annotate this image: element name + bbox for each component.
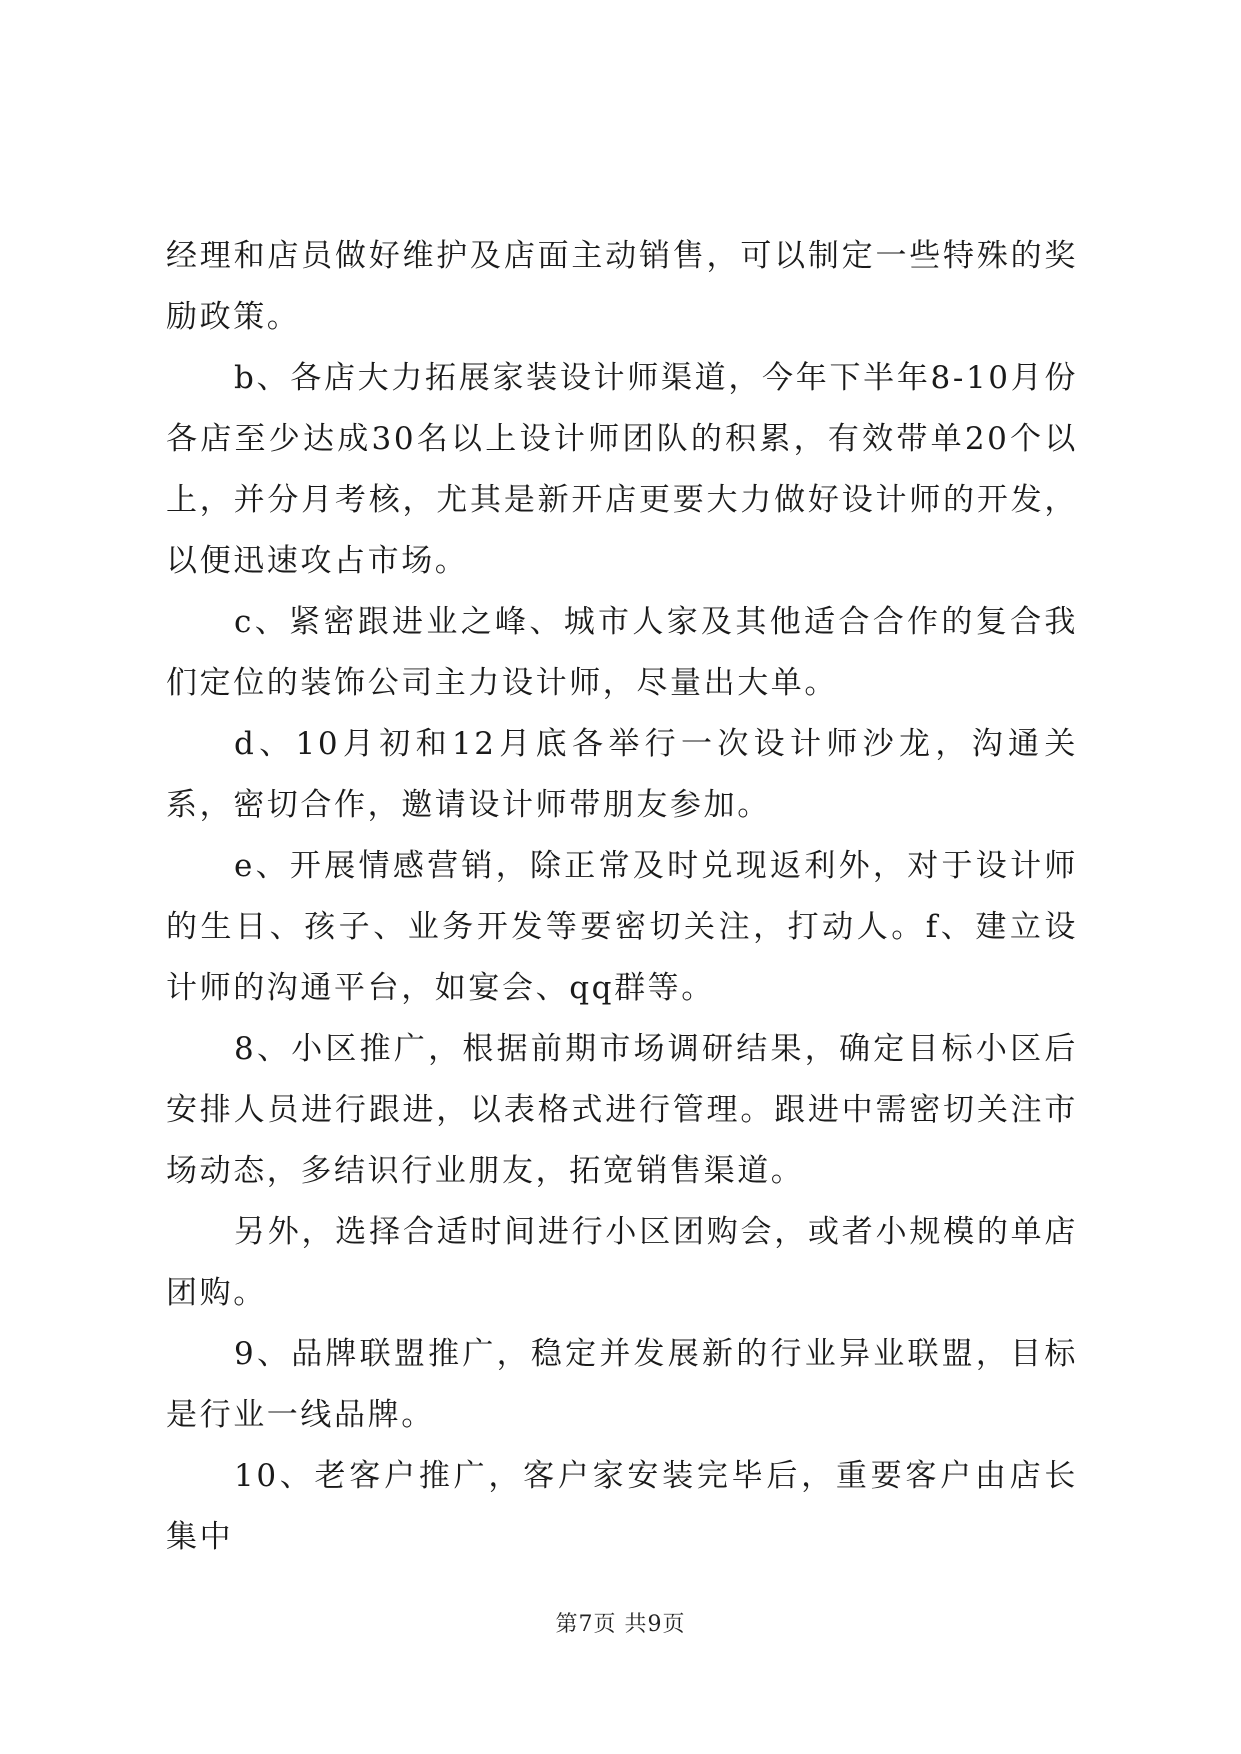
paragraph-3: c、紧密跟进业之峰、城市人家及其他适合合作的复合我们定位的装饰公司主力设计师，尽量出大单。 (166, 604, 1078, 701)
paragraph-5: e、开展情感营销，除正常及时兑现返利外，对于设计师的生日、孩子、业务开发等要密切关注，打动人。f、建立设计师的沟通平台，如宴会、qq群等。 (166, 848, 1078, 1006)
paragraph-4: d、10月初和12月底各举行一次设计师沙龙，沟通关系，密切合作，邀请设计师带朋友参加。 (166, 726, 1078, 823)
paragraph-8: 9、品牌联盟推广，稳定并发展新的行业异业联盟，目标是行业一线品牌。 (166, 1336, 1078, 1433)
paragraph-6: 8、小区推广，根据前期市场调研结果，确定目标小区后安排人员进行跟进，以表格式进行管理。跟进中需密切关注市场动态，多结识行业朋友，拓宽销售渠道。 (166, 1031, 1078, 1189)
paragraph-1: 经理和店员做好维护及店面主动销售，可以制定一些特殊的奖励政策。 (166, 238, 1078, 335)
paragraph-2: b、各店大力拓展家装设计师渠道，今年下半年8-10月份各店至少达成30名以上设计师团队的积累，有效带单20个以上，并分月考核，尤其是新开店更要大力做好设计师的开发，以便迅速攻占市场。 (166, 360, 1078, 579)
paragraph-9: 10、老客户推广，客户家安装完毕后，重要客户由店长集中 (166, 1458, 1078, 1555)
paragraph-7: 另外，选择合适时间进行小区团购会，或者小规模的单店团购。 (166, 1214, 1078, 1311)
page-number-footer: 第7页 共9页 (555, 1612, 686, 1637)
document-body (166, 226, 1078, 1568)
